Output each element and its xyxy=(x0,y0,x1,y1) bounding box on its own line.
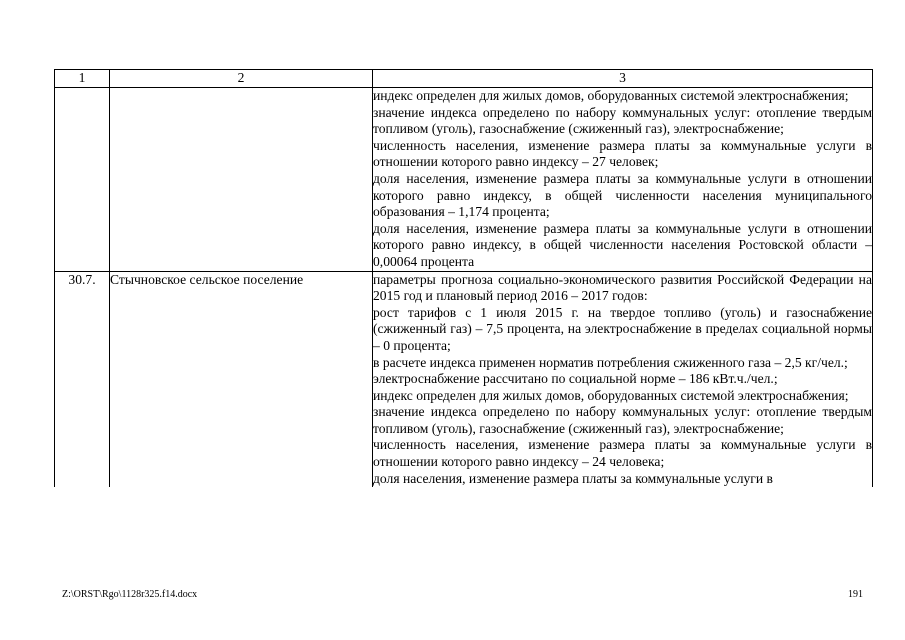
footer-page-number: 191 xyxy=(848,589,863,600)
continuation-description-cell xyxy=(373,88,873,272)
header-col-3: 3 xyxy=(373,70,873,88)
continuation-name-cell xyxy=(110,88,373,272)
entry-number-cell: 30.7. xyxy=(55,271,110,487)
continuation-row xyxy=(55,88,873,272)
paragraph: рост тарифов с 1 июля 2015 г. на твердое топливо (уголь) и газоснабжение (сжиженный газ) – 7,5 процента, на электроснабжение в пределах социальной нормы – 0 процента; xyxy=(373,304,872,353)
paragraph: индекс определен для жилых домов, оборудованных системой электроснабжения; xyxy=(373,387,849,403)
paragraph: доля населения, изменение размера платы за коммунальные услуги в xyxy=(373,470,773,486)
continuation-number-cell xyxy=(55,88,110,272)
entry-name-cell: Стычновское сельское поселение xyxy=(110,271,373,487)
document-table xyxy=(54,69,873,487)
paragraph: численность населения, изменение размера платы за коммунальные услуги в отношении которого равно индексу – 24 человека; xyxy=(373,437,872,470)
entry-description-cell xyxy=(373,271,873,487)
paragraph: электроснабжение рассчитано по социальной норме – 186 кВт.ч./чел.; xyxy=(373,371,778,387)
header-col-2: 2 xyxy=(110,70,373,88)
paragraph: индекс определен для жилых домов, оборудованных системой электроснабжения; xyxy=(373,88,849,103)
header-row xyxy=(55,70,873,88)
paragraph: доля населения, изменение размера платы за коммунальные услуги в отношении которого равно индексу, в общей численности населения муниципального образования – 1,174 процента; xyxy=(373,170,872,220)
paragraph: параметры прогноза социально-экономического развития Российской Федерации на 2015 год и плановый период 2016 – 2017 годов: xyxy=(373,271,872,304)
header-col-1: 1 xyxy=(55,70,110,88)
paragraph: значение индекса определено по набору коммунальных услуг: отопление твердым топливом (уголь), газоснабжение (сжиженный газ), электроснабжение; xyxy=(373,104,872,137)
paragraph: доля населения, изменение размера платы за коммунальные услуги в отношении которого равно индексу, в общей численности населения Ростовской области – 0,00064 процента xyxy=(373,220,872,269)
paragraph: значение индекса определено по набору коммунальных услуг: отопление твердым топливом (уголь), газоснабжение (сжиженный газ), электроснабжение; xyxy=(373,404,872,436)
footer-file-path: Z:\ORST\Rgo\1128r325.f14.docx xyxy=(62,589,198,600)
entry-row xyxy=(55,271,873,487)
paragraph: численность населения, изменение размера платы за коммунальные услуги в отношении которого равно индексу – 27 человек; xyxy=(373,137,872,170)
paragraph: в расчете индекса применен норматив потребления сжиженного газа – 2,5 кг/чел.; xyxy=(373,354,848,370)
